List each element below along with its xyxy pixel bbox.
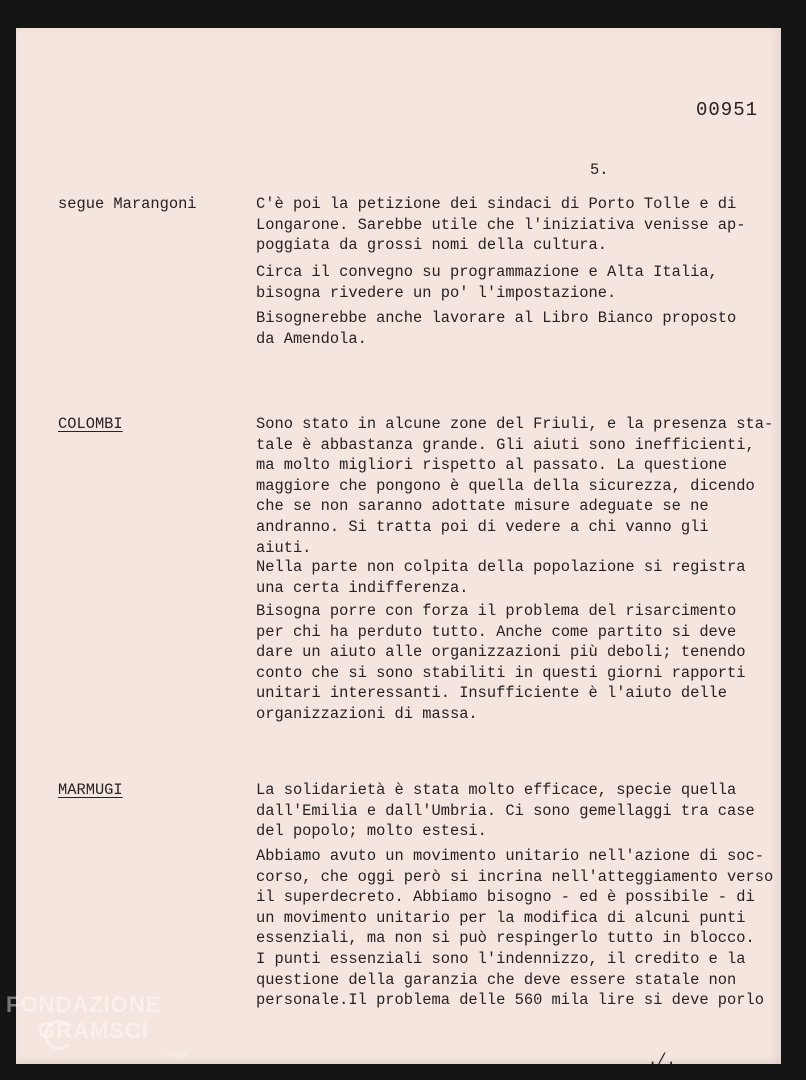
document-number: 00951 xyxy=(696,99,759,121)
watermark-line1: FONDAZIONE xyxy=(6,992,162,1017)
text-line: dare un aiuto alle organizzazioni più deboli; tenendo xyxy=(256,643,746,662)
document-page xyxy=(16,28,781,1069)
continuation-mark: ./. xyxy=(648,1051,676,1069)
text-line: da Amendola. xyxy=(256,329,367,348)
paragraph xyxy=(256,194,746,256)
text-line: essenziali, ma non si può respingerlo tutto in blocco. xyxy=(256,929,755,948)
text-line: andranno. Si tratta poi di vedere a chi vanno gli xyxy=(256,517,709,536)
text-line: questione della garanzia che deve essere statale non xyxy=(256,970,737,989)
text-line: corso, che oggi però si incrina nell'atteggiamento verso xyxy=(256,867,774,886)
paragraph xyxy=(256,262,718,303)
text-line: unitari interessanti. Insufficiente è l'aiuto delle xyxy=(256,684,728,703)
speaker-label: segue Marangoni xyxy=(58,195,197,213)
text-line: che se non saranno adottate misure adeguate se ne xyxy=(256,497,709,516)
text-line: Sono stato in alcune zone del Friuli, e la presenza sta- xyxy=(256,415,774,433)
text-line: il superdecreto. Abbiamo bisogno - ed è possibile - di xyxy=(256,888,755,907)
watermark-line2: GRAMSCI xyxy=(38,1018,149,1043)
text-line: tale è abbastanza grande. Gli aiuti sono inefficienti, xyxy=(256,435,755,454)
text-line: dall'Emilia e dall'Umbria. Ci sono gemellaggi tra case xyxy=(256,801,755,820)
watermark-line3: onlus xyxy=(166,1050,188,1060)
text-line: una certa indifferenza. xyxy=(256,578,469,597)
paragraph xyxy=(256,780,755,842)
text-line: conto che si sono stabiliti in questi giorni rapporti xyxy=(256,663,746,682)
speaker-label: COLOMBI xyxy=(58,415,123,433)
page-number: 5. xyxy=(590,161,609,179)
text-line: poggiata da grossi nomi della cultura. xyxy=(256,236,607,255)
text-line: Abbiamo avuto un movimento unitario nell'azione di soc- xyxy=(256,847,764,865)
text-line: La solidarietà è stata molto efficace, specie quella xyxy=(256,781,737,799)
text-line: Circa il convegno su programmazione e Alta Italia, xyxy=(256,263,718,281)
text-line: Longarone. Sarebbe utile che l'iniziativa venisse ap- xyxy=(256,215,746,234)
paragraph xyxy=(256,308,736,349)
text-line: maggiore che pongono è quella della sicurezza, dicendo xyxy=(256,476,755,495)
text-line: I punti essenziali sono l'indennizzo, il credito e la xyxy=(256,949,746,968)
text-line: Bisogna porre con forza il problema del risarcimento xyxy=(256,602,737,620)
text-line: Nella parte non colpita della popolazione si registra xyxy=(256,558,746,576)
speaker-label: MARMUGI xyxy=(58,781,123,799)
fondazione-gramsci-watermark xyxy=(6,992,206,1072)
text-line: un movimento unitario per la modifica di alcuni punti xyxy=(256,908,746,927)
text-line: bisogna rivedere un po' l'impostazione. xyxy=(256,283,617,302)
text-line: del popolo; molto estesi. xyxy=(256,822,487,841)
paragraph xyxy=(256,601,746,725)
text-line: ma molto migliori rispetto al passato. La questione xyxy=(256,456,728,475)
text-line: personale.Il problema delle 560 mila lire si deve porlo xyxy=(256,991,764,1010)
paragraph xyxy=(256,846,773,1011)
text-line: per chi ha perduto tutto. Anche come partito si deve xyxy=(256,622,737,641)
text-line: aiuti. xyxy=(256,538,312,557)
text-line: Bisognerebbe anche lavorare al Libro Bianco proposto xyxy=(256,309,737,327)
text-line: C'è poi la petizione dei sindaci di Porto Tolle e di xyxy=(256,195,737,213)
paragraph xyxy=(256,557,746,598)
text-line: organizzazioni di massa. xyxy=(256,704,478,723)
paragraph xyxy=(256,414,773,558)
